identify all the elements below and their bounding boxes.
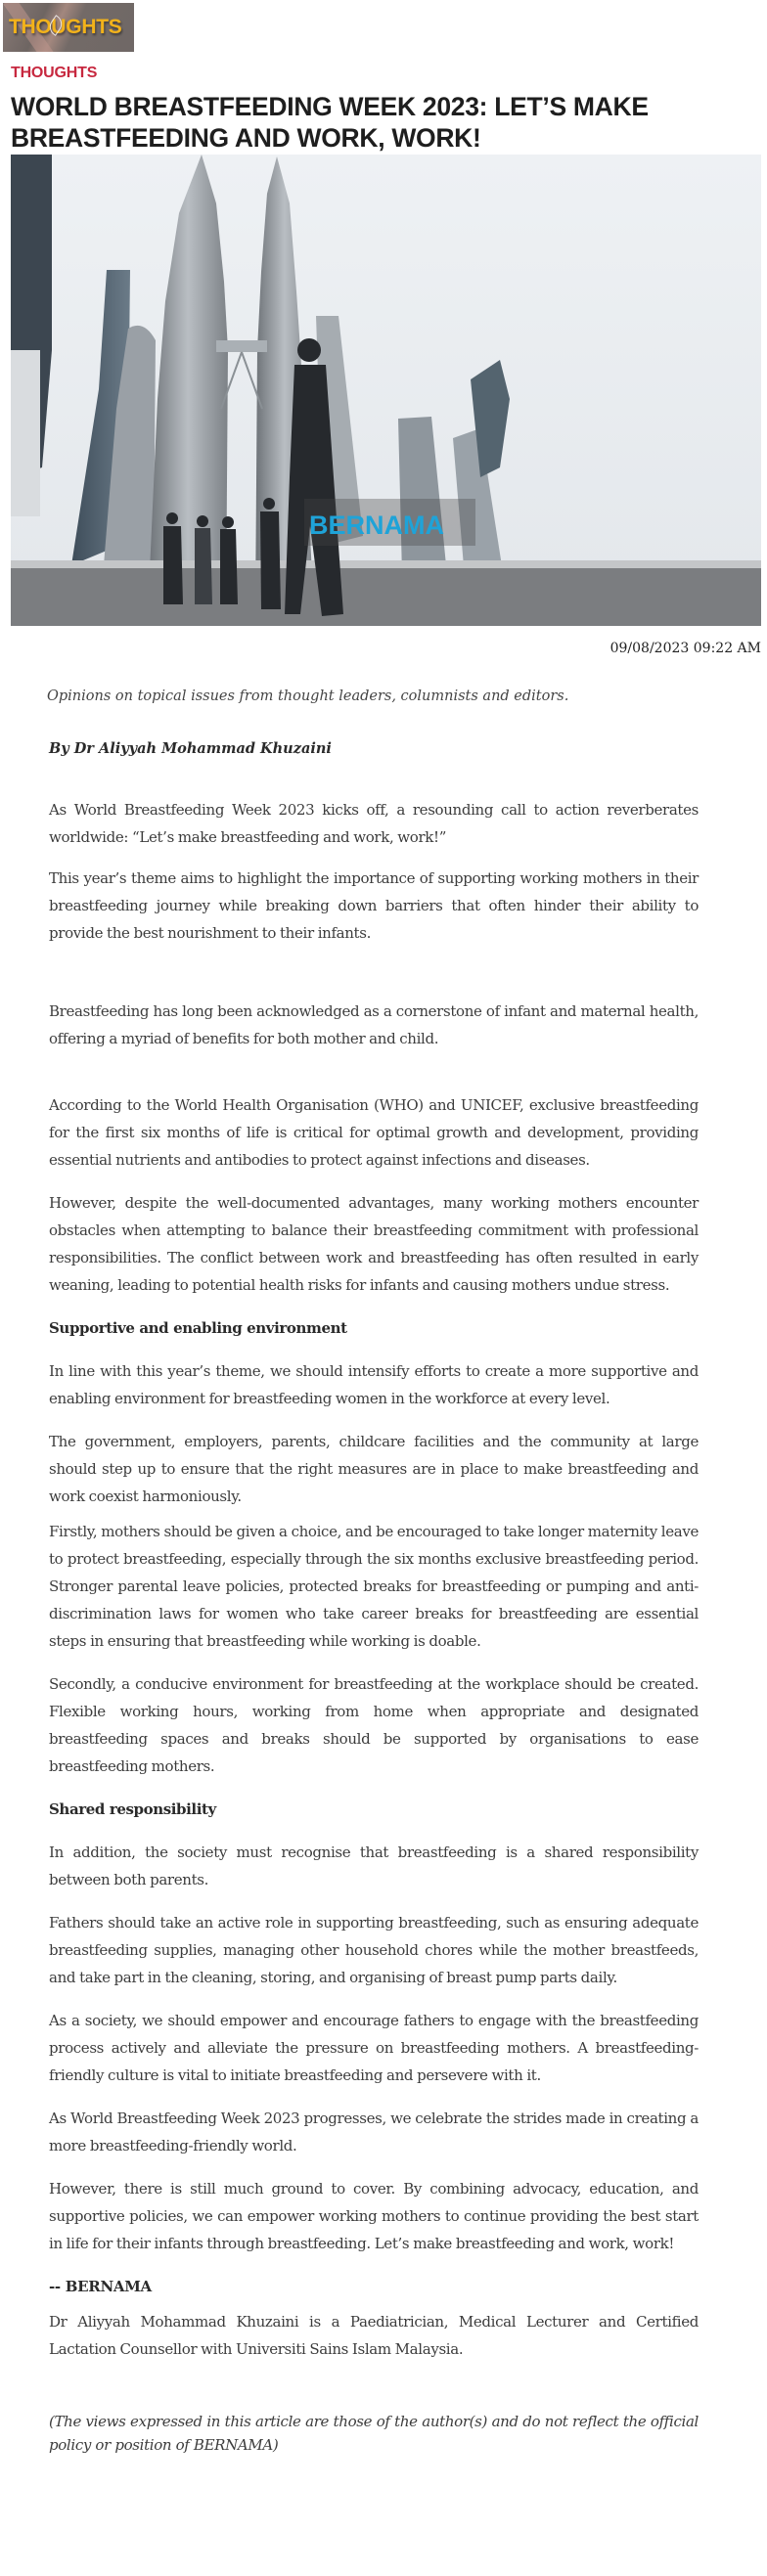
paragraph: In line with this year’s theme, we should intensify efforts to create a more supportive and enabling environment for breastfeeding women in the workforce at every level. (49, 1362, 699, 1407)
paragraph: However, there is still much ground to cover. By combining advocacy, education, and supportive policies, we can empower working mothers to continue providing the best start in life for their infants through breastfeeding. Let’s make breastfeeding and work, work! (49, 2180, 699, 2252)
subheading: Shared responsibility (49, 1800, 216, 1818)
hero-image (11, 155, 761, 626)
logo-text: THOUGHTS (9, 16, 122, 38)
paragraph: Breastfeeding has long been acknowledged as a cornerstone of infant and maternal health, offering a myriad of benefits for both mother and child. (49, 1002, 699, 1047)
paragraph: Firstly, mothers should be given a choice, and be encouraged to take longer maternity leave to protect breastfeeding, especially through the six months exclusive breastfeeding period. Stronger parental leave policies, protected breaks for breastfeeding or pumping and anti-discrimination laws for women who take career breaks for breastfeeding are essential steps in ensuring that breastfeeding while working is doable. (49, 1523, 699, 1650)
paragraph: Secondly, a conducive environment for breastfeeding at the workplace should be created. Flexible working hours, working from home when appropriate and designated breastfeeding spaces and breaks should be supported by organisations to ease breastfeeding mothers. (49, 1675, 699, 1775)
paragraph: However, despite the well-documented advantages, many working mothers encounter obstacles when attempting to balance their breastfeeding commitment with professional responsibilities. The conflict between work and breastfeeding has often resulted in early weaning, leading to potential health risks for infants and causing mothers undue stress. (49, 1194, 699, 1294)
hero-photo-illustration (11, 155, 761, 626)
paragraph: This year’s theme aims to highlight the importance of supporting working mothers in their breastfeeding journey while breaking down barriers that often hinder their ability to provide the best nourishment to their infants. (49, 869, 699, 942)
publish-date: 09/08/2023 09:22 AM (609, 641, 761, 656)
paragraph: In addition, the society must recognise that breastfeeding is a shared responsibility between both parents. (49, 1843, 699, 1888)
road (11, 565, 761, 626)
category-label[interactable]: THOUGHTS (11, 65, 98, 81)
paragraph: The government, employers, parents, childcare facilities and the community at large should step up to ensure that the right measures are in place to make breastfeeding and work coexist harmoniously. (49, 1433, 699, 1505)
skybridge (216, 340, 267, 352)
building-left-lower (11, 350, 40, 516)
subheading: Supportive and enabling environment (49, 1319, 347, 1337)
paragraph: As a society, we should empower and encourage fathers to engage with the breastfeeding process actively and alleviate the pressure on breastfeeding mothers. A breastfeeding-friendly culture is vital to initiate breastfeeding and persevere with it. (49, 2012, 699, 2084)
article-body (49, 685, 699, 2457)
section-logo[interactable] (3, 3, 134, 52)
section-intro: Opinions on topical issues from thought leaders, columnists and editors. (47, 688, 569, 704)
paragraph: Fathers should take an active role in supporting breastfeeding, such as ensuring adequate breastfeeding supplies, managing other household chores while the mother breastfeeds, and take part in the cleaning, storing, and organising of breast pump parts daily. (49, 1914, 699, 1986)
signoff: -- BERNAMA (49, 2278, 152, 2295)
article-title: WORLD BREASTFEEDING WEEK 2023: LET’S MAKE BREASTFEEDING AND WORK, WORK! (11, 92, 649, 153)
author-byline: By Dr Aliyyah Mohammad Khuzaini (49, 740, 332, 757)
paragraph: According to the World Health Organisation (WHO) and UNICEF, exclusive breastfeeding for the first six months of life is critical for optimal growth and development, providing essential nutrients and antibodies to protect against infections and diseases. (49, 1096, 699, 1169)
watermark-text: BERNAMA (309, 511, 444, 540)
paragraph: As World Breastfeeding Week 2023 kicks off, a resounding call to action reverberates worldwide: “Let’s make breastfeeding and work, work!” (49, 801, 699, 846)
author-bio: Dr Aliyyah Mohammad Khuzaini is a Paediatrician, Medical Lecturer and Certified Lactation Counsellor with Universiti Sains Islam Malaysia. (49, 2313, 699, 2358)
disclaimer: (The views expressed in this article are those of the author(s) and do not reflect the official policy or position of BERNAMA) (49, 2413, 699, 2454)
paragraph: As World Breastfeeding Week 2023 progresses, we celebrate the strides made in creating a more breastfeeding-friendly world. (49, 2110, 699, 2154)
